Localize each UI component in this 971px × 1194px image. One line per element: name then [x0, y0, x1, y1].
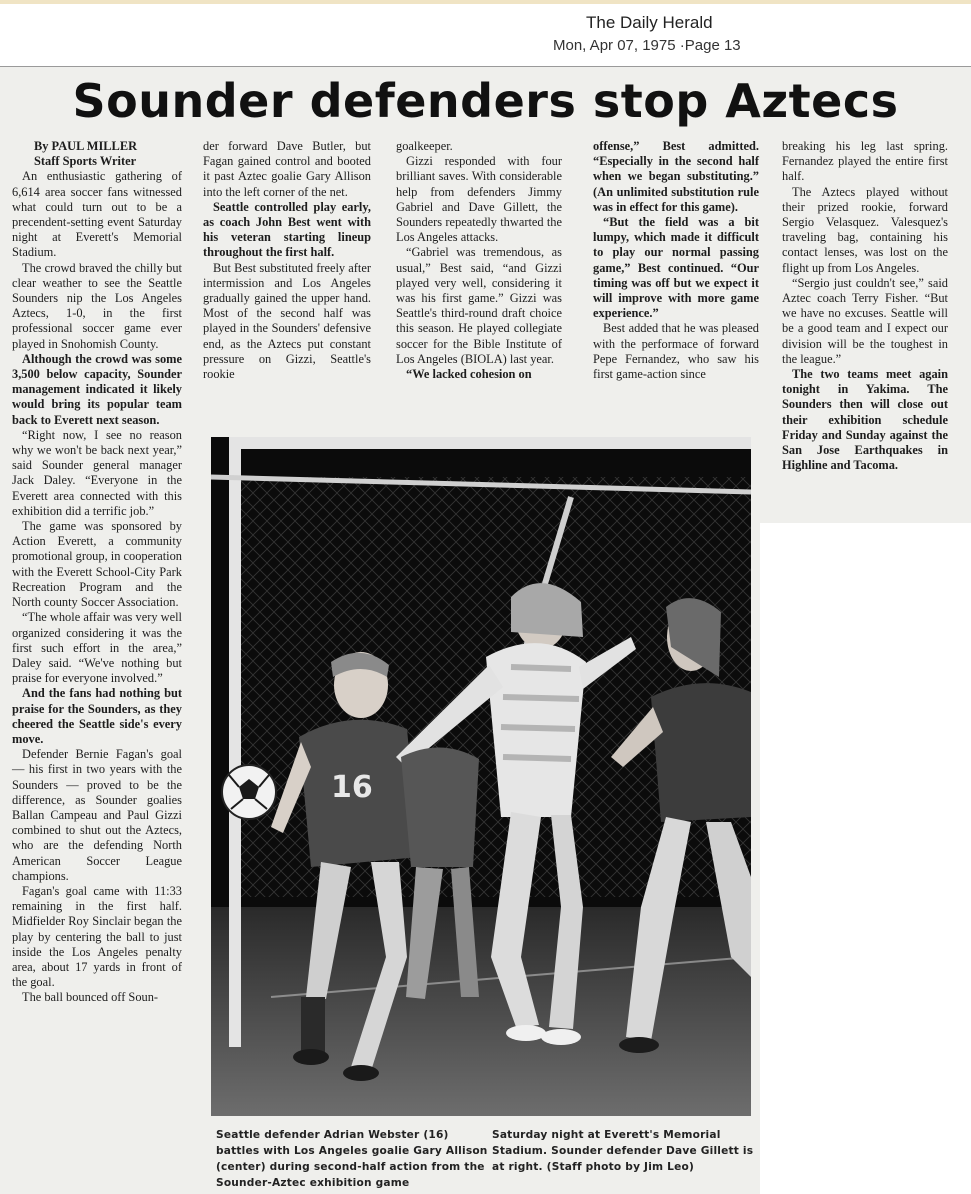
- article-paragraph: Seattle controlled play early, as coach John Best went with his veteran starting lineup throughout the first half.: [203, 199, 371, 260]
- article-column-3: [396, 139, 562, 382]
- article-paragraph: An enthusiastic gathering of 6,614 area soccer fans witnessed what could turn out to be a precendent-setting event Saturday night at Everett's Memorial Stadium.: [12, 169, 182, 260]
- byline-role: Staff Sports Writer: [34, 154, 137, 169]
- article-paragraph: The game was sponsored by Action Everett, a community promotional group, in cooperation with the Everett School-City Park Recreation Program and the North county Soccer Association.: [12, 519, 182, 610]
- jersey-number: 16: [331, 770, 373, 805]
- photo-illustration: [211, 437, 751, 1116]
- article-paragraph: der forward Dave Butler, but Fagan gained control and booted it past Aztec goalie Gary Allison into the left corner of the net.: [203, 139, 371, 199]
- article-paragraph: goalkeeper.: [396, 139, 453, 153]
- article-paragraph: Gizzi responded with four brilliant saves. With considerable help from defenders Jimmy Gabriel and Dave Gillett, the Sounders repeatedly thwarted the Los Angeles attacks.: [396, 154, 562, 245]
- article-paragraph: Fagan's goal came with 11:33 remaining in the first half. Midfielder Roy Sinclair began the play by centering the ball to just inside the Los Angeles penalty area, about 17 yards in front of the goal.: [12, 883, 182, 990]
- article-paragraph: “The whole affair was very well organized considering it was the first such effort in the area,” Daley said. “We've nothing but praise for everyone involved.”: [12, 610, 182, 686]
- article-paragraph: Best added that he was pleased with the performace of forward Pepe Fernandez, who saw his first game-action since: [593, 321, 759, 382]
- photo-caption-right: Saturday night at Everett's Memorial Stadium. Sounder defender Dave Gillett is at right. (Staff photo by Jim Leo): [492, 1129, 754, 1173]
- soccer-ball-icon: [222, 765, 276, 819]
- page-header: [0, 4, 971, 66]
- article-column-2: [203, 139, 371, 382]
- game-action-photo: [211, 437, 751, 1116]
- publication-date-page: Mon, Apr 07, 1975 ·Page 13: [553, 37, 741, 54]
- photo-caption-left: Seattle defender Adrian Webster (16) battles with Los Angeles goalie Gary Allison (center) during second-half action from the Sounder-Aztec exhibition game: [216, 1129, 488, 1189]
- article-paragraph: But Best substituted freely after intermission and Los Angeles gradually gained the upper hand. Most of the second half was played in the Sounders' defensive end, as the Aztecs put constant pressure on Gizzi, Seattle's rookie: [203, 260, 371, 382]
- article-paragraph: “But the field was a bit lumpy, which made it difficult to play our normal passing game,” Best continued. “Our timing was off but we expect it will improve with more game experience.”: [593, 215, 759, 321]
- article-paragraph: offense,” Best admitted. “Especially in the second half when we began substituting.” (An unlimited substitution rule was in effect for this game).: [593, 139, 759, 214]
- article-paragraph: The ball bounced off Soun-: [22, 990, 159, 1005]
- article-paragraph: And the fans had nothing but praise for the Sounders, as they cheered the Seattle side's every move.: [12, 686, 182, 746]
- article-paragraph: breaking his leg last spring. Fernandez played the entire first half.: [782, 139, 948, 184]
- article-paragraph: “We lacked cohesion on: [406, 367, 532, 382]
- article-paragraph: Defender Bernie Fagan's goal — his first in two years with the Sounders — proved to be the difference, as Sounder goalies Ballan Campeau and Paul Gizzi combined to shut out the Aztecs, who are the defending North American Soccer League champions.: [12, 747, 182, 883]
- article-column-5: [782, 139, 948, 473]
- publication-name[interactable]: The Daily Herald: [586, 13, 713, 32]
- article-headline: Sounder defenders stop Aztecs: [72, 74, 899, 128]
- article-column-4: [593, 139, 759, 382]
- article-paragraph: The two teams meet again tonight in Yakima. The Sounders then will close out their exhibition schedule Friday and Sunday against the San Jose Earthquakes in Highline and Tacoma.: [782, 367, 948, 473]
- byline-author: By PAUL MILLER: [34, 139, 138, 153]
- article-paragraph: The Aztecs played without their prized rookie, forward Sergio Velasquez. Valesquez's traveling bag, containing his contact lenses, was lost on the flight up from Los Angeles.: [782, 184, 948, 275]
- article-paragraph: Although the crowd was some 3,500 below capacity, Sounder management indicated it likely would bring its popular team back to Everett next season.: [12, 351, 182, 427]
- article-paragraph: “Right now, I see no reason why we won't be back next year,” said Sounder general manager Jack Daley. “Everyone in the Everett area connected with this exhibition did a terrific job.”: [12, 427, 182, 518]
- article-column-1: [12, 139, 182, 1006]
- article-paragraph: “Sergio just couldn't see,” said Aztec coach Terry Fisher. “But we have no excuses. Seattle will be a good team and I expect our division will be the toughest in the league.”: [782, 275, 948, 366]
- article-paragraph: “Gabriel was tremendous, as usual,” Best said, “and Gizzi played very well, considering it was his first game.” Gizzi was Seattle's third-round draft choice this season. He played collegiate soccer for the Bible Institute of Los Angeles (BIOLA) last year.: [396, 245, 562, 366]
- clipping-blank-area: [760, 523, 971, 1194]
- article-paragraph: The crowd braved the chilly but clear weather to see the Seattle Sounders nip the Los Angeles Aztecs, 1-0, in the first professional soccer game ever played in Snohomish County.: [12, 260, 182, 351]
